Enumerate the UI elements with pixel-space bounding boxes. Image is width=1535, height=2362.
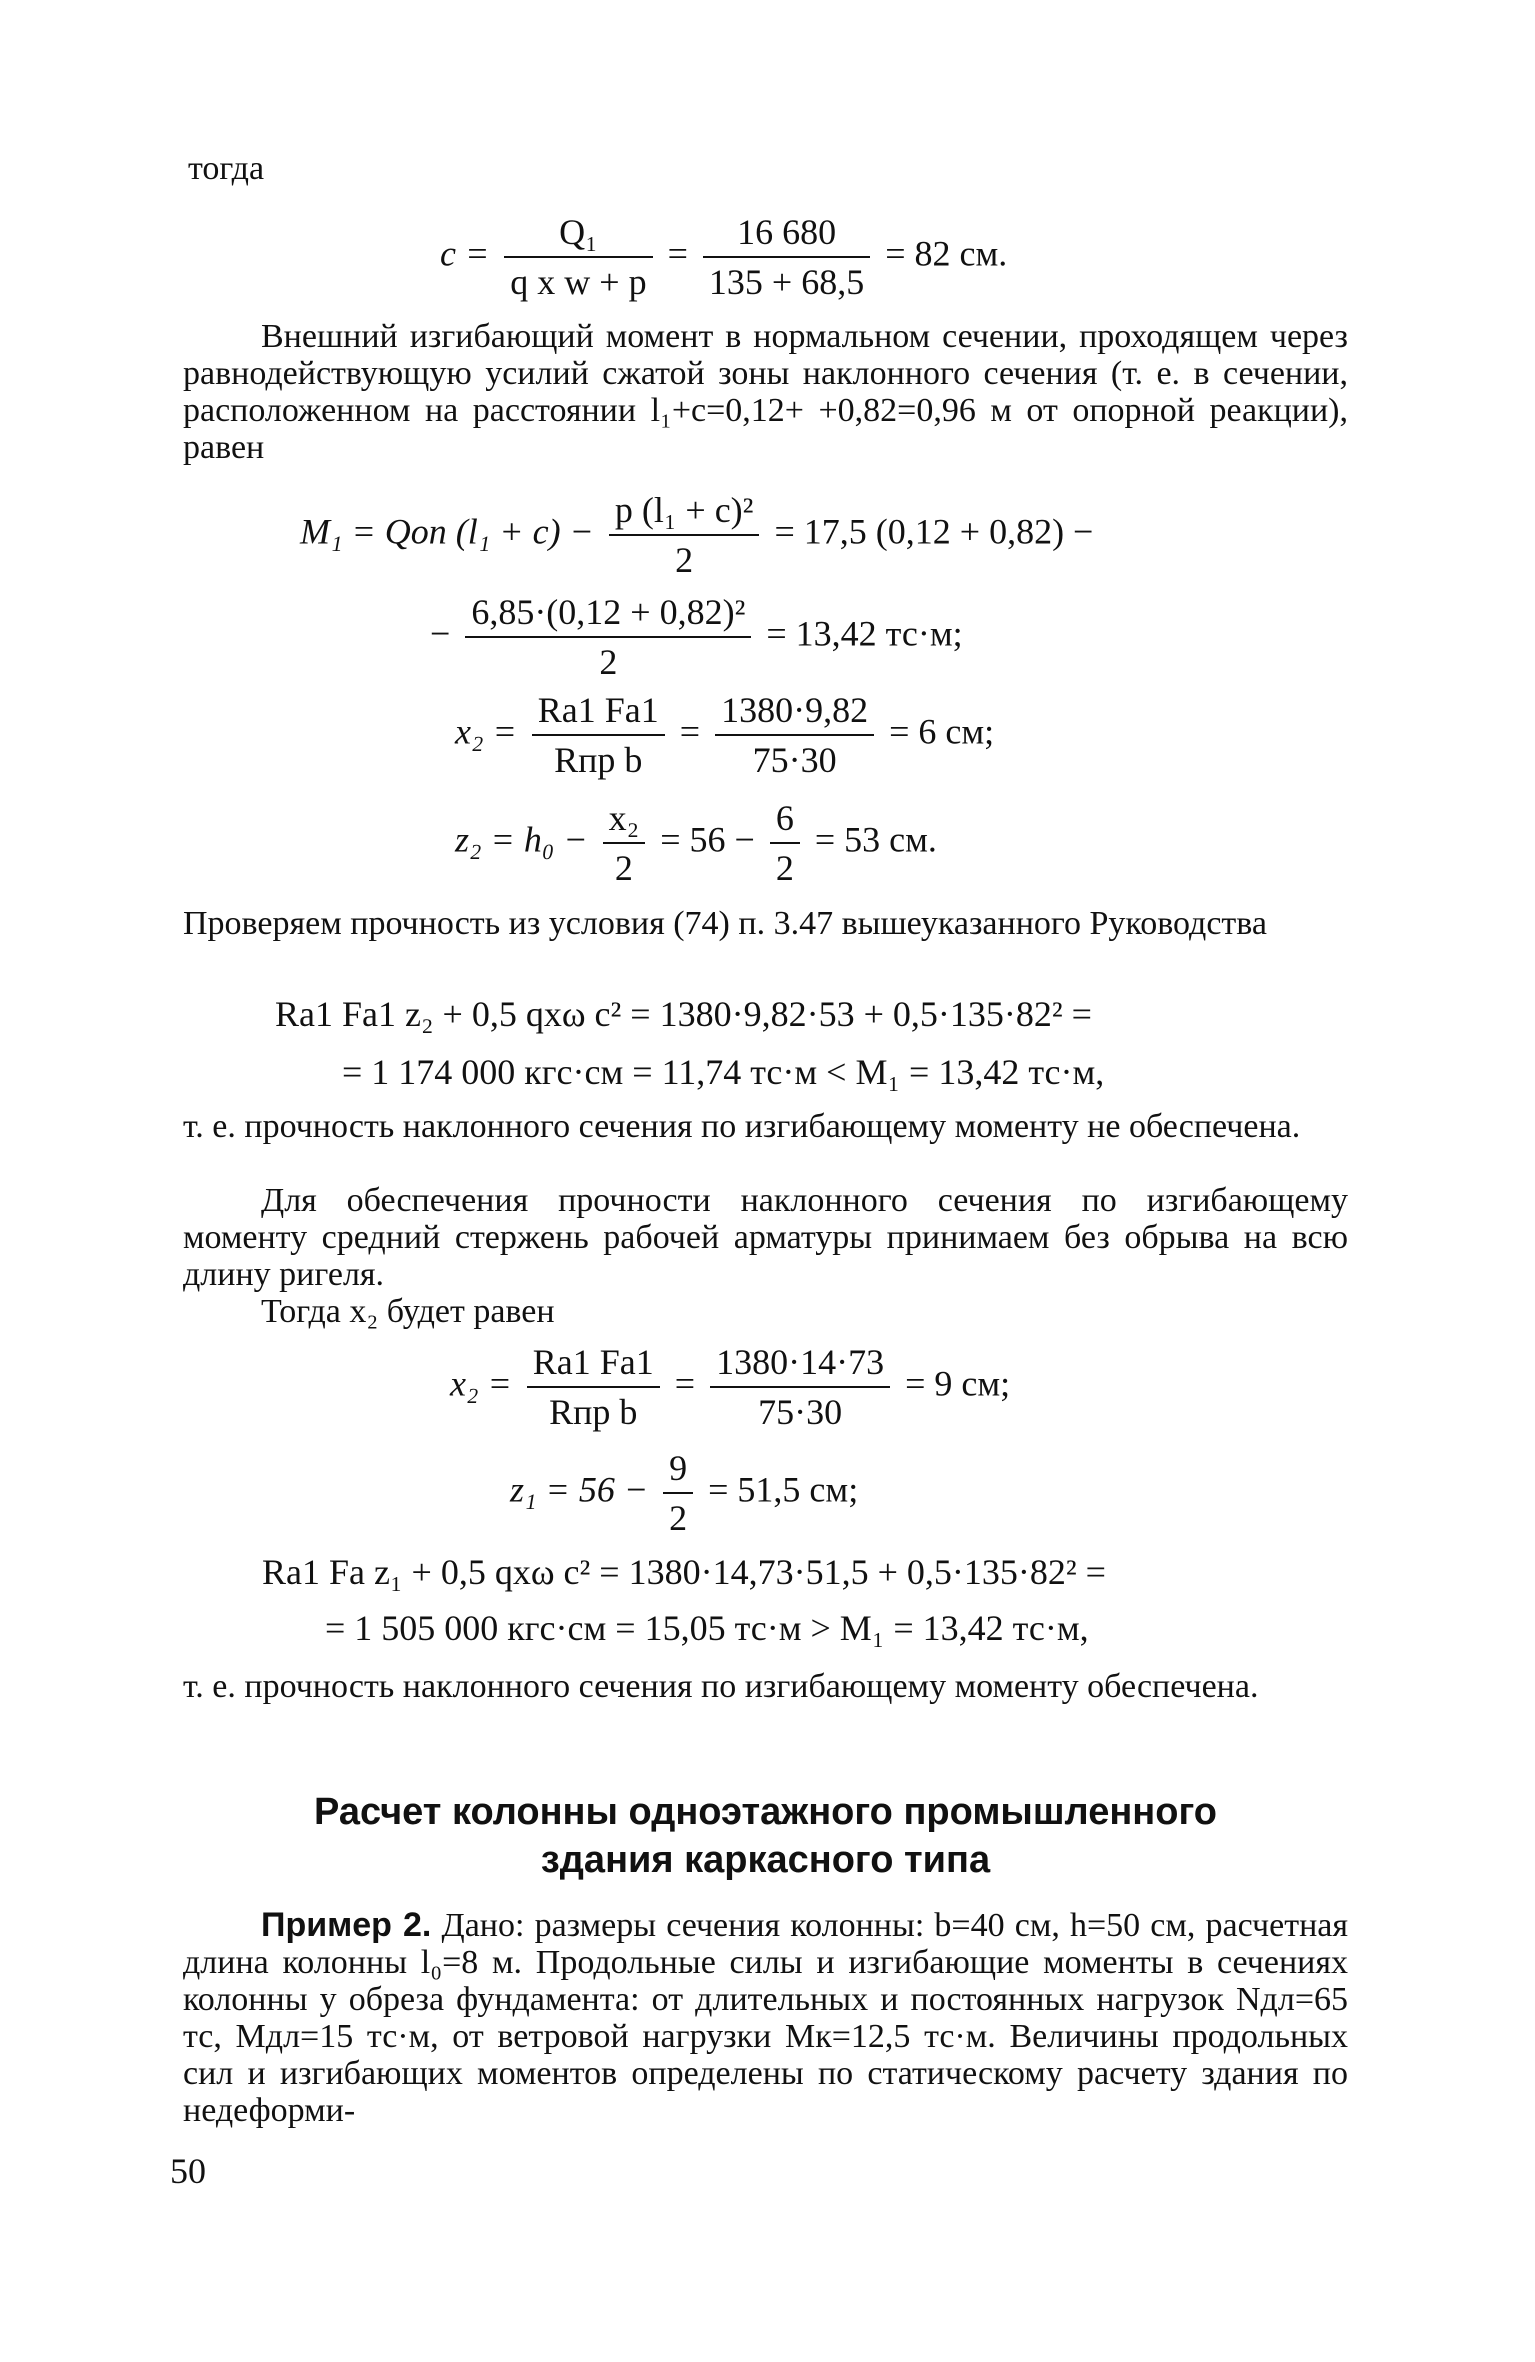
paragraph-check: Проверяем прочность из условия (74) п. 3.47 вышеуказанного Руководства (183, 905, 1267, 942)
fraction: $\frac{\text{Q₁}}{\text{q x w + p}}$ (504, 212, 652, 302)
eq-lhs: c = (440, 233, 490, 274)
paragraph-example (183, 1907, 1348, 2129)
paragraph-not-ensured: т. е. прочность наклонного сечения по изгибающему моменту не обеспечена. (183, 1108, 1301, 1145)
equation-z2: z₂ = h₀ − $\frac{\text{x₂}}{2}$ = 56 − $\frac{6}{2}$ = 53 см. (455, 798, 937, 888)
paragraph-then: Тогда x₂ будет равен (261, 1293, 555, 1330)
section-heading-line1: Расчет колонны одноэтажного промышленного (313, 1791, 1217, 1833)
equation-x2-first: x₂ = $\frac{Ra1 Fa1}{\text{Rпр b}}$ = $\frac{1380\cdot 9,82}{75\cdot 30}$ = 6 см; (455, 690, 995, 780)
example-text: Дано: размеры сечения колонны: b=40 см, h=50 см, расчетная длина колонны l₀=8 м. Продольные силы и изгибающие моменты в сечениях колонны у обреза фундамента: от длительных и постоянных нагрузок Nдл=65 тс, Mдл=15 тс·м, от ветровой нагрузки Mк=12,5 тс·м. Величины продольных сил и изгибающих моментов определены по статическому расчету здания по недеформи- (183, 1907, 1348, 2129)
example-label: Пример 2. (261, 1906, 432, 1944)
equation-m1-line2: − $\frac{\text{6,85·(0,12 + 0,82)²}}{2}$ = 13,42 тс·м; (430, 592, 963, 682)
equation-m1-line1: M₁ = Qоп (l₁ + c) − $\frac{\text{p (l₁ + c)²}}{2}$ = 17,5 (0,12 + 0,82) − (300, 490, 1094, 580)
equation-check1-line2: = 1 174 000 кгс·см = 11,74 тс·м < M₁ = 13,42 тс·м, (342, 1052, 1105, 1092)
section-heading-line2: здания каркасного типа (540, 1839, 991, 1881)
equation-check2-line2: = 1 505 000 кгс·см = 15,05 тс·м > M₁ = 13,42 тс·м, (325, 1608, 1089, 1648)
paragraph-moment: Внешний изгибающий момент в нормальном сечении, проходящем через равнодействующую усилий сжатой зоны наклонного сечения (т. е. в сечении, расположенном на расстоянии l₁+c=0,12+ +0,82=0,96 м от опорной реакции), равен (183, 318, 1348, 466)
equation-check1-line1: Ra1 Fa1 z₂ + 0,5 qxω c² = 1380·9,82·53 + 0,5·135·82² = (275, 994, 1092, 1034)
intro-word: тогда (188, 150, 265, 187)
equation-check2-line1: Ra1 Fa z₁ + 0,5 qxω c² = 1380·14,73·51,5 + 0,5·135·82² = (262, 1552, 1106, 1592)
fraction: $\frac{16 680}{135 + 68,5}$ (703, 212, 870, 302)
equation-c: c = $\frac{\text{Q₁}}{\text{q x w + p}}$ = $\frac{16 680}{135 + 68,5}$ = 82 см. (440, 212, 1008, 302)
page-number: 50 (170, 2151, 206, 2191)
paragraph-ensured: т. е. прочность наклонного сечения по изгибающему моменту обеспечена. (183, 1668, 1259, 1705)
equation-x2-second: x₂ = $\frac{Ra1 Fa1}{\text{Rпр b}}$ = $\frac{1380\cdot 14\cdot 73}{75\cdot 30}$ = 9 см; (450, 1342, 1011, 1432)
equation-z1: z₁ = 56 − $\frac{9}{2}$ = 51,5 см; (510, 1448, 859, 1538)
paragraph-ensure: Для обеспечения прочности наклонного сечения по изгибающему моменту средний стержень рабочей арматуры принимаем без обрыва на всю длину ригеля. (183, 1182, 1348, 1293)
